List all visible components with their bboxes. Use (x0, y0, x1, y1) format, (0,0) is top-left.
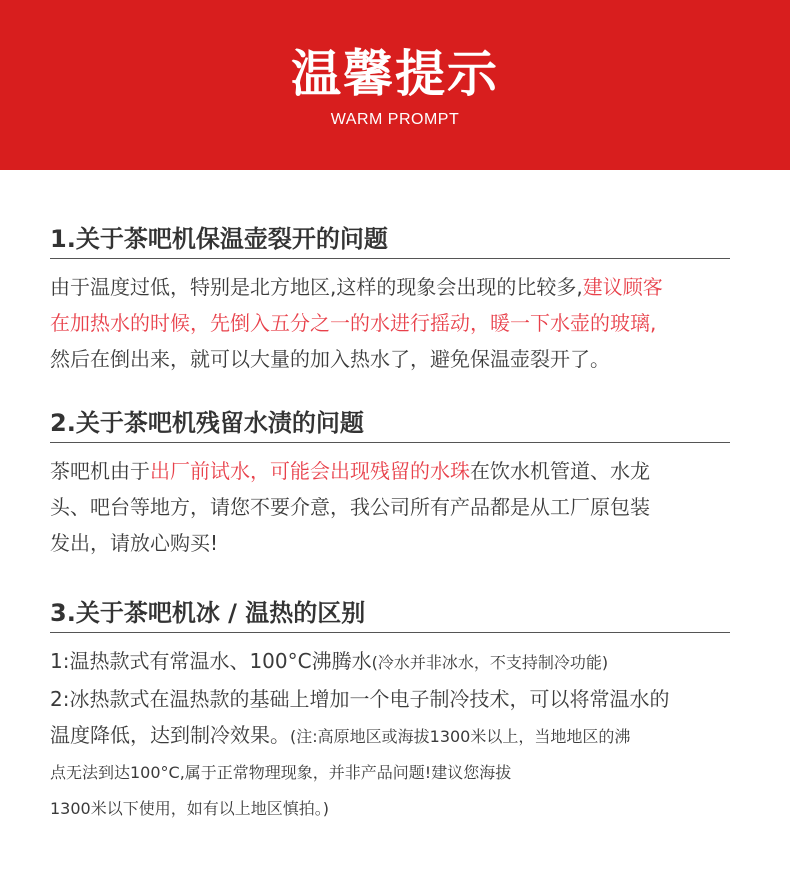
section-body (50, 453, 730, 561)
note-text: (注:高原地区或海拔1300米以上，当地地区的沸 (290, 727, 631, 746)
body-line: 然后在倒出来，就可以大量的加入热水了，避免保温壶裂开了。 (50, 347, 610, 371)
section-thermos-crack (50, 222, 730, 377)
body-line (50, 717, 730, 755)
note-line: 点无法到达100°C,属于正常物理现象，并非产品问题!建议您海拔 (50, 763, 512, 782)
section-body (50, 269, 730, 377)
body-text: 在饮水机管道、水龙 (470, 459, 650, 483)
body-text: 1:温热款式有常温水、100°C沸腾水 (50, 649, 372, 673)
section-residual-water (50, 406, 730, 561)
body-line (50, 269, 730, 305)
body-line: 2:冰热款式在温热款的基础上增加一个电子制冷技术，可以将常温水的 (50, 687, 670, 711)
body-line (50, 453, 730, 489)
section-title: 2.关于茶吧机残留水渍的问题 (50, 406, 730, 443)
page-title: 温馨提示 (291, 45, 499, 103)
body-line: 发出，请放心购买! (50, 531, 219, 555)
section-title: 3.关于茶吧机冰 / 温热的区别 (50, 596, 730, 633)
highlight-text: 出厂前试水，可能会出现残留的水珠 (150, 459, 470, 483)
body-text: 茶吧机由于 (50, 459, 150, 483)
note-line: 1300米以下使用，如有以上地区慎拍。) (50, 799, 329, 818)
body-line (50, 643, 730, 681)
highlight-line: 在加热水的时候，先倒入五分之一的水进行摇动，暖一下水壶的玻璃, (50, 311, 657, 335)
note-text: (冷水并非冰水，不支持制冷功能) (371, 653, 609, 672)
page-subtitle: WARM PROMPT (330, 111, 460, 128)
body-line: 头、吧台等地方，请您不要介意，我公司所有产品都是从工厂原包装 (50, 495, 650, 519)
body-text: 由于温度过低，特别是北方地区,这样的现象会出现的比较多, (50, 275, 583, 299)
header-banner (0, 0, 790, 170)
highlight-text: 建议顾客 (582, 275, 663, 299)
section-title: 1.关于茶吧机保温壶裂开的问题 (50, 222, 730, 259)
body-text: 温度降低，达到制冷效果。 (50, 723, 290, 747)
section-body (50, 643, 730, 827)
section-ice-vs-warm (50, 596, 730, 827)
